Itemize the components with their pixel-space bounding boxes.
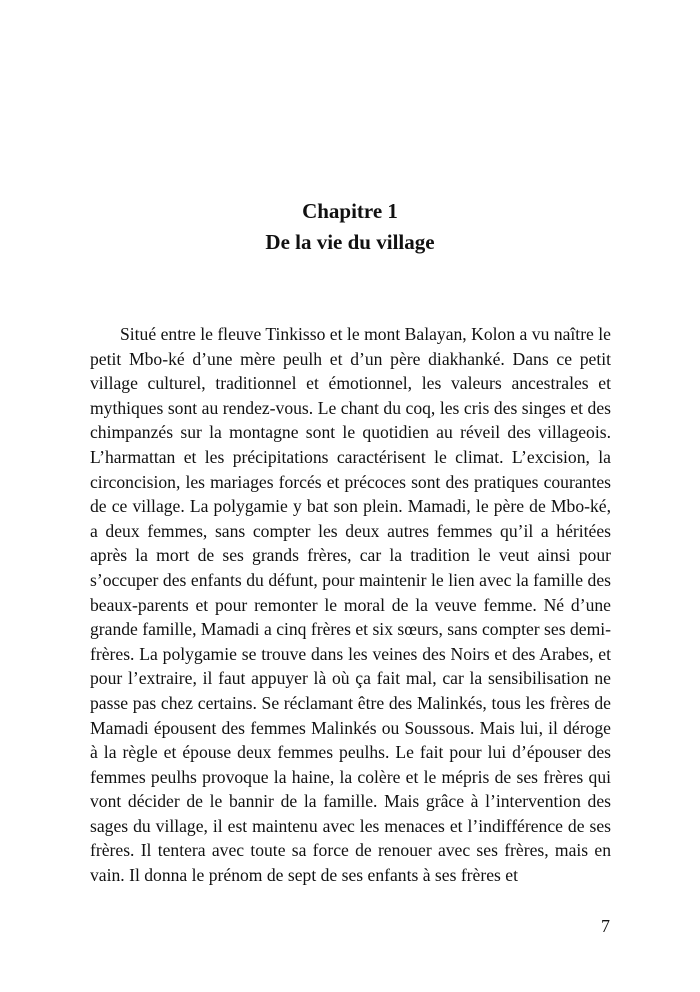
chapter-number: Chapitre 1 bbox=[302, 199, 398, 223]
page-number: 7 bbox=[601, 916, 610, 936]
body-paragraph: Situé entre le fleuve Tinkisso et le mont Balayan, Kolon a vu naître le petit Mbo-ké d’une mère peulh et d’un père diakhanké. Dans ce petit village culturel, traditionnel et émotionnel, les valeurs ancestrales et mythiques sont au rendez-vous. Le chant du coq, les cris des singes et des chimpanzés sur la montagne sont le quotidien au réveil des villageois. L’harmattan et les précipitations caractérisent le climat. L’excision, la circoncision, les mariages forcés et précoces sont des pratiques courantes de ce village. La polygamie y bat son plein. Mamadi, le père de Mbo-ké, a deux femmes, sans compter les deux autres femmes qu’il a héritées après la mort de ses grands frères, car la tradition le veut ainsi pour s’occuper des enfants du défunt, pour maintenir le lien avec la famille des beaux-parents et pour remonter le moral de la veuve femme. Né d’une grande famille, Mamadi a cinq frères et six sœurs, sans compter ses demi-frères. La polygamie se trouve dans les veines des Noirs et des Arabes, et pour l’extraire, il faut appuyer là où ça fait mal, car la sensibilisation ne passe pas chez certains. Se réclamant être des Malinkés, tous les frères de Mamadi épousent des femmes Malinkés ou Soussous. Mais lui, il déroge à la règle et épouse deux femmes peulhs. Le fait pour lui d’épouser des femmes peulhs provoque la haine, la colère et le mépris de ses frères qui vont décider de le bannir de la famille. Mais grâce à l’intervention des sages du village, il est maintenu avec les menaces et l’indifférence de ses frères. Il tentera avec toute sa force de renouer avec ses frères, mais en vain. Il donna le prénom de sept de ses enfants à ses frères et bbox=[90, 324, 611, 886]
chapter-title: De la vie du village bbox=[265, 230, 435, 254]
chapter-heading bbox=[0, 196, 700, 258]
